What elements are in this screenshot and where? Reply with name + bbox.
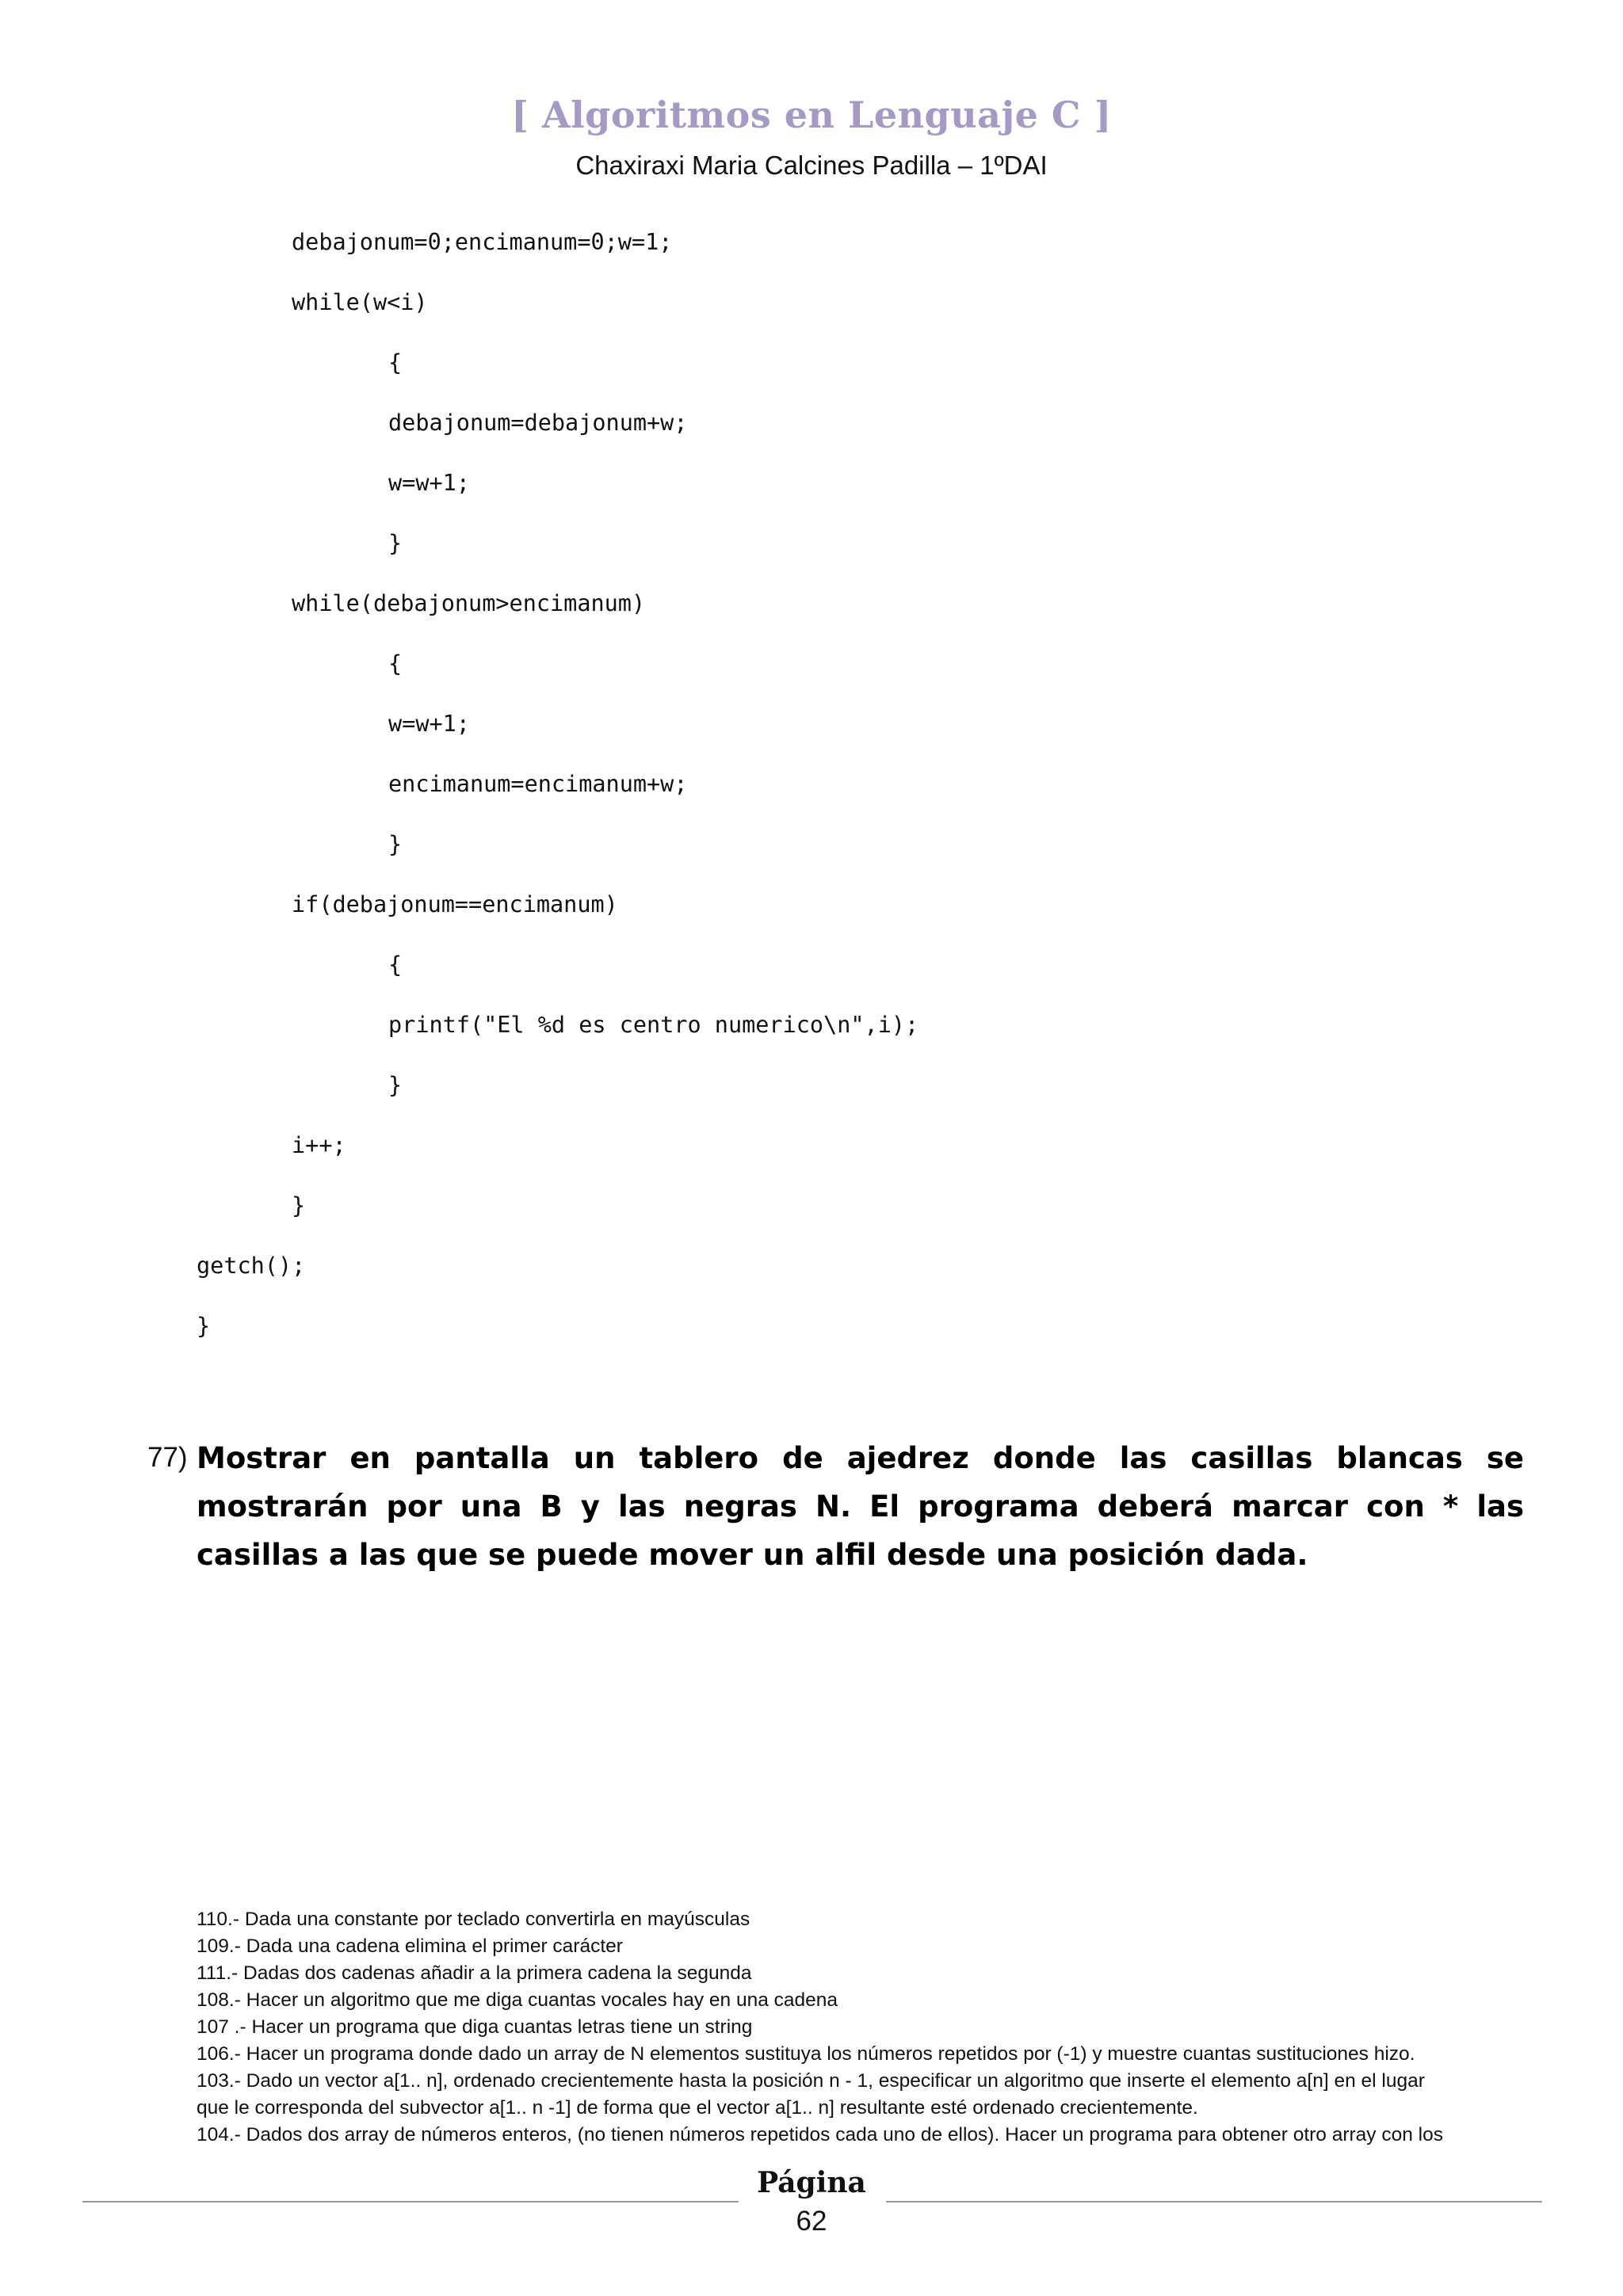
- code-line: while(debajonum>encimanum): [292, 590, 646, 616]
- code-line: debajonum=debajonum+w;: [388, 410, 688, 436]
- code-line: }: [197, 1313, 211, 1339]
- code-line: while(w<i): [292, 289, 428, 315]
- code-line: if(debajonum==encimanum): [292, 891, 618, 917]
- footer-rule-right: [886, 2201, 1542, 2203]
- note-line: 106.- Hacer un programa donde dado un array de N elementos sustituya los números repetidos por (-1) y muestre cuantas sustituciones hizo.: [197, 2043, 1415, 2065]
- note-line: 110.- Dada una constante por teclado convertirla en mayúsculas: [197, 1909, 750, 1930]
- author-line: Chaxiraxi Maria Calcines Padilla – 1ºDAI: [575, 151, 1048, 180]
- code-line: }: [388, 530, 403, 556]
- note-line: que le corresponda del subvector a[1.. n -1] de forma que el vector a[1.. n] resultante esté ordenado crecientemente.: [197, 2097, 1198, 2119]
- question-number: 77): [147, 1442, 188, 1473]
- code-line: w=w+1;: [388, 470, 470, 496]
- note-line: 104.- Dados dos array de números enteros, (no tienen números repetidos cada uno de ellos). Hacer un programa para obtener otro array con los: [197, 2124, 1443, 2145]
- page-label: Página: [757, 2166, 866, 2199]
- code-line: getch();: [197, 1253, 306, 1279]
- code-line: }: [388, 1072, 403, 1098]
- code-line: {: [388, 952, 403, 978]
- question-text: Mostrar en pantalla un tablero de ajedrez donde las casillas blancas se mostrarán por una B y las negras N. El programa deberá marcar con * las casillas a las que se puede mover un alfil desde una posición dada.: [197, 1441, 1524, 1572]
- note-line: 111.- Dadas dos cadenas añadir a la primera cadena la segunda: [197, 1962, 752, 1984]
- code-line: printf("El %d es centro numerico\n",i);: [388, 1012, 919, 1038]
- page-number: 62: [796, 2206, 827, 2237]
- note-line: 108.- Hacer un algoritmo que me diga cuantas vocales hay en una cadena: [197, 1989, 838, 2011]
- code-line: w=w+1;: [388, 711, 470, 737]
- note-line: 107 .- Hacer un programa que diga cuantas letras tiene un string: [197, 2016, 753, 2038]
- code-line: }: [388, 831, 403, 857]
- note-line: 103.- Dado un vector a[1.. n], ordenado crecientemente hasta la posición n - 1, especificar un algoritmo que inserte el elemento a[n] en el lugar: [197, 2070, 1425, 2092]
- code-line: i++;: [292, 1132, 346, 1158]
- note-line: 109.- Dada una cadena elimina el primer carácter: [197, 1936, 623, 1957]
- code-line: {: [388, 650, 403, 677]
- code-line: {: [388, 349, 403, 376]
- code-line: debajonum=0;encimanum=0;w=1;: [292, 229, 673, 255]
- document-title: [ Algoritmos en Lenguaje C ]: [511, 93, 1112, 136]
- code-line: encimanum=encimanum+w;: [388, 771, 688, 797]
- code-line: }: [292, 1192, 306, 1219]
- footer-rule-left: [82, 2201, 739, 2203]
